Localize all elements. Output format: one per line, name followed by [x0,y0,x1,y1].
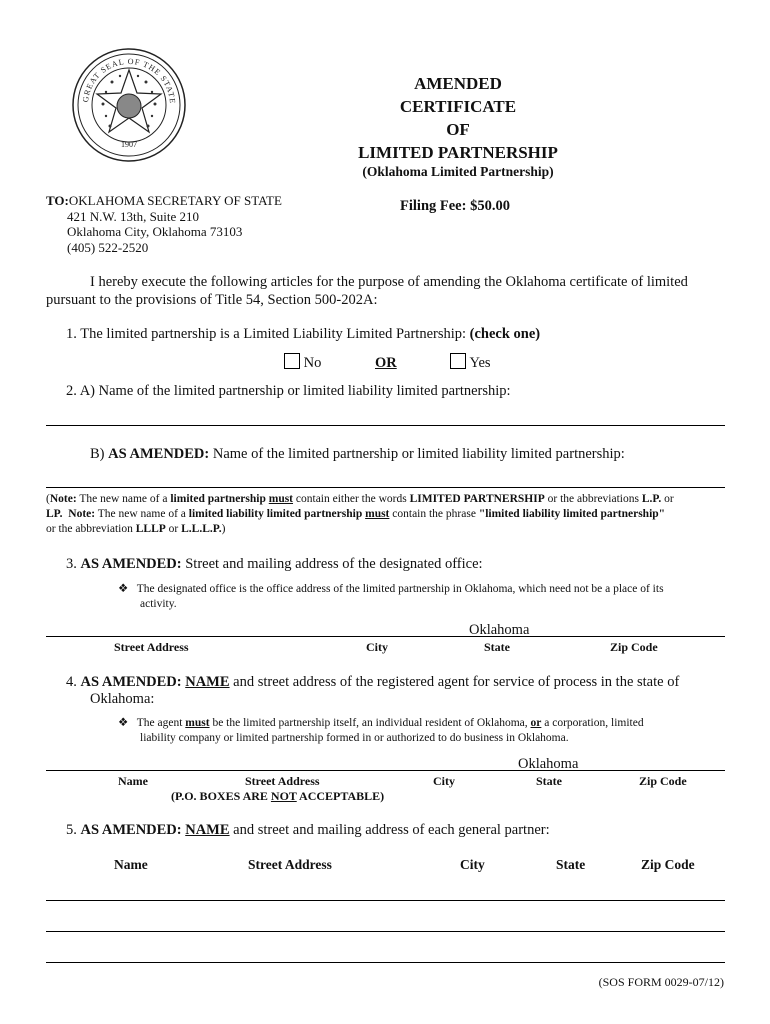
q4-header-state: State [536,774,562,788]
q3-header-state: State [484,640,510,654]
q4-address-line[interactable] [46,770,725,771]
q3-header-street: Street Address [114,640,189,654]
to-line-2: 421 N.W. 13th, Suite 210 [67,208,200,224]
or-label: OR [374,355,397,371]
q3-header-zip: Zip Code [610,640,658,654]
intro-line-1: I hereby execute the following articles for the purpose of amending the Oklahoma certificate of limited [90,274,688,290]
q3-header-city: City [366,640,388,654]
svg-text:GREAT SEAL OF THE STATE OF OKL: GREAT SEAL OF THE STATE [81,56,178,105]
to-line-4: (405) 522-2520 [67,239,149,255]
q4-state-value: Oklahoma [518,756,579,772]
filing-fee: Filing Fee: $50.00 [400,198,510,214]
q5-header-zip: Zip Code [641,857,695,872]
q2a-text: A) Name of the limited partnership or limited liability limited partnership: [79,383,511,399]
title-line-2: CERTIFICATE [399,97,517,116]
question-3 [66,556,483,573]
question-1 [66,326,540,343]
title-line-3: OF [446,120,470,139]
q1-options [284,353,491,372]
question-4: 4. AS AMENDED: NAME and street address of the registered agent for service of process in the state of Oklahoma: [66,674,680,707]
to-label: TO: [46,193,69,208]
q4-header-zip: Zip Code [639,774,687,788]
q5-header-street: Street Address [248,857,332,872]
q2b-as-amended: AS AMENDED: [108,446,210,462]
svg-text:1907: 1907 [121,140,137,149]
q3-text: Street and mailing address of the designated office: [185,556,483,572]
q2b-prefix: B) [90,446,105,462]
q3-number: 3. [66,556,77,572]
to-line-3: Oklahoma City, Oklahoma 73103 [67,224,243,239]
q5-partner-line-2[interactable] [46,931,725,932]
form-subtitle: (Oklahoma Limited Partnership) [362,164,554,179]
q4-bullet: ❖ The agent must be the limited partnership itself, an individual resident of Oklahoma, or a corporation, limited liability company or limited partnership formed in or authorized to do business in Oklahoma. [118,717,644,744]
q4-header-name: Name [118,774,148,788]
q3-address-line[interactable] [46,636,725,637]
recipient-address [46,193,282,255]
diamond-bullet-icon: ❖ [118,717,129,729]
q3-as-amended: AS AMENDED: [80,556,182,572]
no-label: No [303,355,322,371]
q4-header-city: City [433,774,455,788]
yes-checkbox[interactable] [450,353,466,369]
q2b-name-line[interactable] [46,487,725,488]
q5-partner-line-3[interactable] [46,962,725,963]
question-2a [66,383,511,400]
form-title [330,72,586,164]
q1-number: 1. [66,326,77,342]
title-line-1: AMENDED [414,74,502,93]
q5-header-state: State [556,857,586,872]
q3-state-value: Oklahoma [469,622,530,638]
yes-label: Yes [469,355,491,371]
q5-header-city: City [460,857,485,872]
no-checkbox[interactable] [284,353,300,369]
q3-bullet: ❖ The designated office is the office address of the limited partnership in Oklahoma, which need not be a place of its activity. [118,583,664,610]
q5-partner-line-1[interactable] [46,900,725,901]
q2-number: 2. [66,383,77,399]
name-requirements-note: (Note: The new name of a limited partnership must contain either the words LIMITED PARTNERSHIP or the abbreviations L.P. or LP. Note: The new name of a limited liability limited partnership must contain the phrase "limited liability limited partnership" or the abbreviation LLLP or L.L.L.P.) [46,493,674,535]
intro-paragraph [46,273,688,309]
q1-text: The limited partnership is a Limited Liability Limited Partnership: [80,326,467,342]
state-seal-logo [70,46,188,164]
to-line-1: OKLAHOMA SECRETARY OF STATE [68,193,282,208]
title-line-4: LIMITED PARTNERSHIP [358,143,558,162]
q5-header-name: Name [114,857,148,872]
q2b-text: Name of the limited partnership or limited liability limited partnership: [212,446,625,462]
q4-header-street: Street Address [245,774,320,788]
po-box-warning: (P.O. BOXES ARE NOT ACCEPTABLE) [171,789,385,803]
q1-check-one: (check one) [469,326,541,342]
question-2b [90,446,625,463]
diamond-bullet-icon: ❖ [118,583,129,595]
intro-line-2: pursuant to the provisions of Title 54, Section 500-202A: [46,292,378,308]
question-5: 5. AS AMENDED: NAME and street and mailing address of each general partner: [66,822,550,838]
form-number: (SOS FORM 0029-07/12) [598,975,724,989]
q2a-name-line[interactable] [46,425,725,426]
